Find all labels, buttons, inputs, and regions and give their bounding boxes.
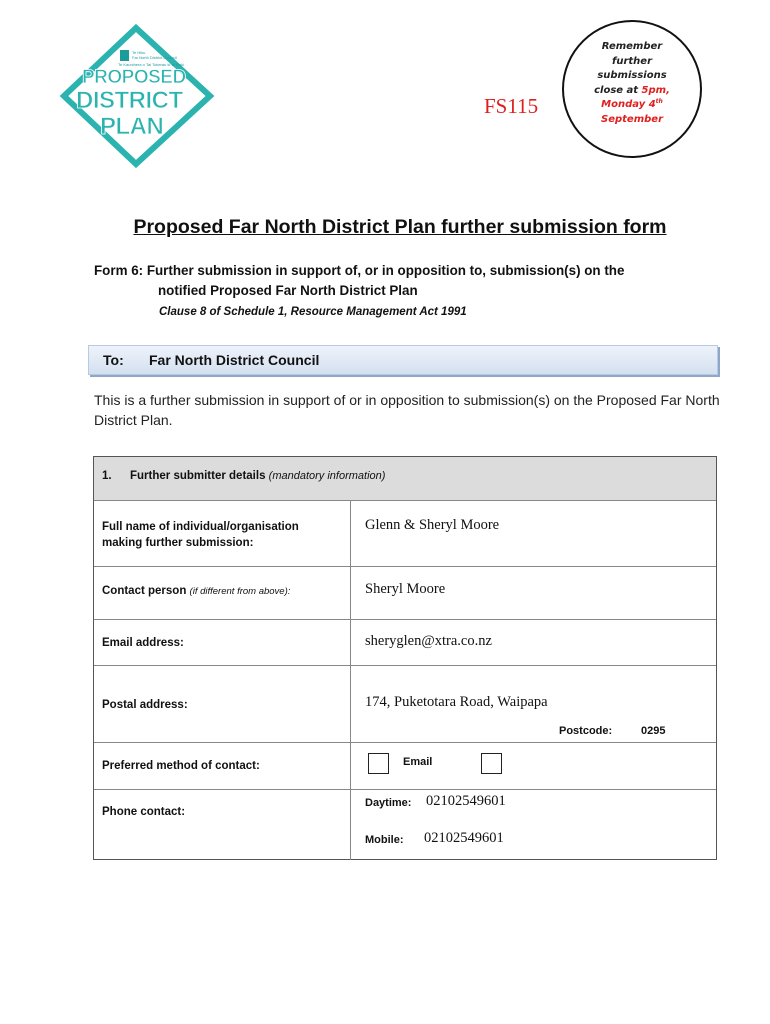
logo-line-3: PLAN [100,113,164,140]
mobile-label: Mobile: [365,834,404,846]
email-method-checkbox[interactable] [368,753,389,774]
svg-text:Far North District Council: Far North District Council [132,55,177,60]
to-bar [88,345,718,375]
preferred-contact-label: Preferred method of contact: [102,760,260,772]
contact-person-label: Contact person (if different from above): [102,585,291,597]
email-label: Email address: [102,637,184,649]
daytime-label: Daytime: [365,797,412,809]
contact-person-field[interactable]: Sheryl Moore [365,581,446,597]
intro-paragraph: This is a further submission in support of or in opposition to submission(s) on the Proposed Far North District Plan. [94,392,720,428]
section-header: 1. Further submitter details (mandatory information) [94,457,716,501]
logo-line-2: DISTRICT [76,87,183,114]
phone-contact-label: Phone contact: [102,806,186,818]
email-method-label: Email [403,756,433,768]
logo-line-1: PROPOSED [82,67,186,88]
submitter-details-table [93,456,717,860]
page-title: Proposed Far North District Plan further submission form [133,216,667,238]
svg-text:Te Hiku: Te Hiku [132,50,146,55]
daytime-phone-field[interactable]: 02102549601 [426,793,506,809]
reminder-stamp: Remember further submissions close at 5pm, Monday 4th September [562,20,702,158]
district-plan-logo [58,22,218,172]
postal-address-label: Postal address: [102,699,188,711]
full-name-field[interactable]: Glenn & Sheryl Moore [365,517,500,533]
full-name-label: Full name of individual/organisation making further submission: [102,521,299,549]
to-value: Far North District Council [149,352,320,368]
postal-address-field[interactable]: 174, Puketotara Road, Waipapa [365,694,548,710]
email-field[interactable]: sheryglen@xtra.co.nz [365,633,492,649]
submission-code: FS115 [484,94,539,118]
form-heading: Form 6: Further submission in support of, or in opposition to, submission(s) on the notified Proposed Far North District Plan [94,263,625,298]
clause-reference: Clause 8 of Schedule 1, Resource Management Act 1991 [159,306,467,318]
mobile-phone-field[interactable]: 02102549601 [424,830,504,846]
postcode-field[interactable]: 0295 [641,725,666,737]
postcode-label: Postcode: [559,725,613,737]
to-label: To: [103,352,124,368]
post-method-checkbox[interactable] [481,753,502,774]
svg-text:Te Kaunihera o Tai Tokerau ki: Te Kaunihera o Tai Tokerau ki te Raki [118,62,184,67]
